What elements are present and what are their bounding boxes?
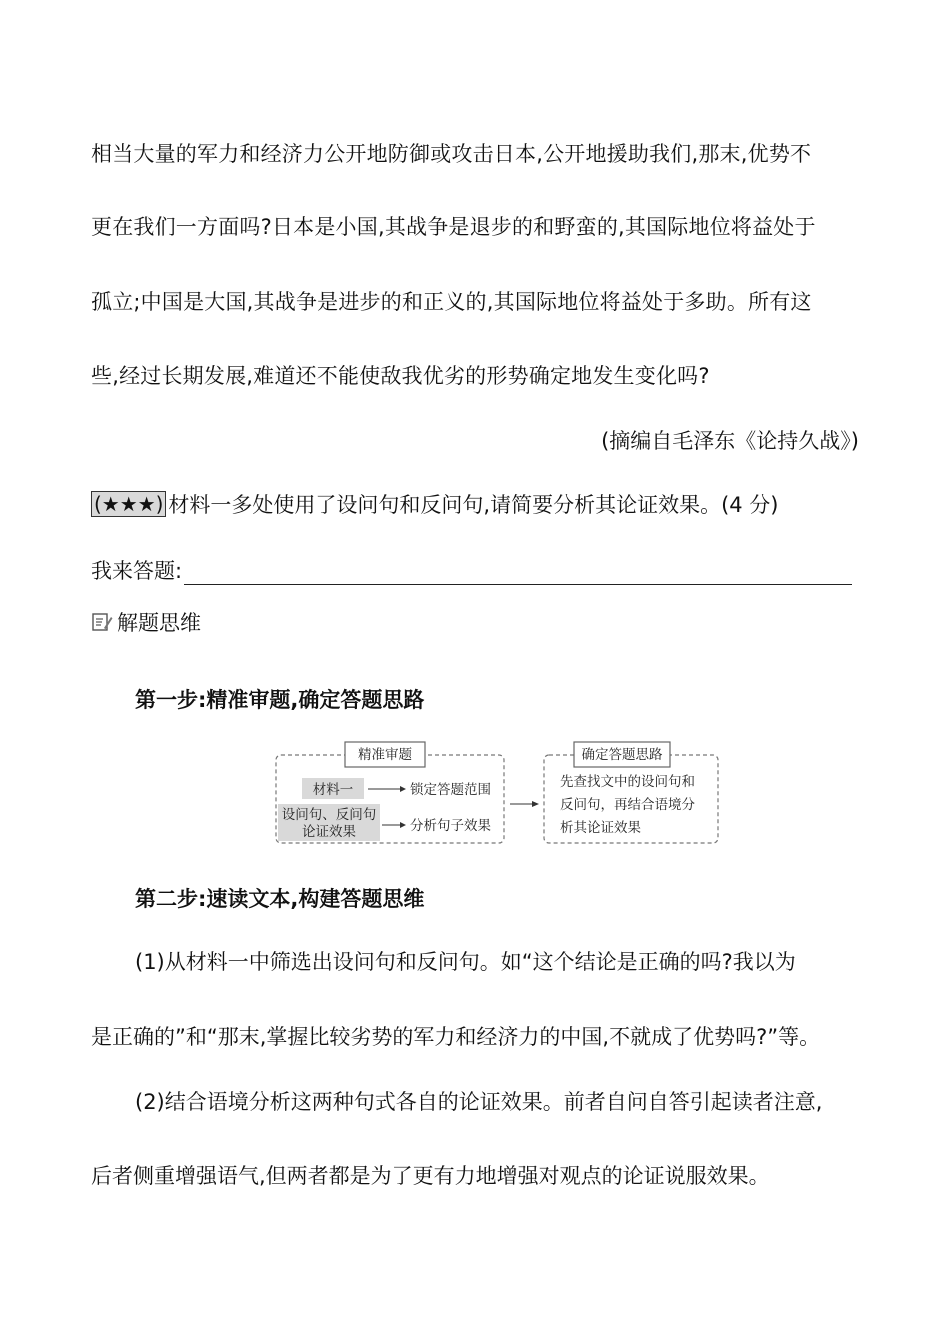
arrow-head [400,786,406,792]
question-text: 材料一多处使用了设问句和反问句,请简要分析其论证效果。(4 分) [168,493,779,517]
point-one-line1: (1)从材料一中筛选出设问句和反问句。如“这个结论是正确的吗?我以为 [135,950,796,974]
right-text-line: 先查找文中的设问句和 [560,774,695,790]
point-two-line2: 后者侧重增强语气,但两者都是为了更有力地增强对观点的论证说服效果。 [91,1164,770,1188]
notepad-pencil-icon [91,611,113,633]
left-title: 精准审题 [358,747,412,763]
right-text-line: 析其论证效果 [560,820,641,836]
item2-label-line2: 论证效果 [302,824,356,840]
right-title: 确定答题思路 [581,747,663,763]
source-citation: (摘编自毛泽东《论持久战》) [601,429,859,453]
arrow-head [400,822,406,828]
thinking-header [91,607,201,637]
right-text-line: 反问句，再结合语境分 [560,797,695,813]
answer-prompt: 我来答题: [91,559,183,583]
answer-row [91,555,852,585]
item2-label-line1: 设问句、反问句 [281,807,377,823]
difficulty-badge: (★★★) [91,491,166,517]
point-two-line1: (2)结合语境分析这两种句式各自的论证效果。前者自问自答引起读者注意, [135,1090,823,1114]
passage-line: 更在我们一方面吗?日本是小国,其战争是退步的和野蛮的,其国际地位将益处于 [91,215,816,239]
connector-arrow-head [532,801,539,807]
flow-diagram [270,738,730,848]
answer-blank[interactable] [184,562,852,585]
item1-label: 材料一 [312,782,354,798]
passage-line: 相当大量的军力和经济力公开地防御或攻击日本,公开地援助我们,那末,优势不 [91,142,812,166]
question [91,489,779,519]
thinking-label: 解题思维 [117,611,201,635]
step-one-heading: 第一步:精准审题,确定答题思路 [135,688,425,712]
item1-result: 锁定答题范围 [410,782,491,798]
passage-line: 些,经过长期发展,难道还不能使敌我优劣的形势确定地发生变化吗? [91,364,710,388]
point-one-line2: 是正确的”和“那末,掌握比较劣势的军力和经济力的中国,不就成了优势吗?”等。 [91,1025,821,1049]
passage-line: 孤立;中国是大国,其战争是进步的和正义的,其国际地位将益处于多助。所有这 [91,290,812,314]
step-two-heading: 第二步:速读文本,构建答题思维 [135,887,425,911]
item2-result: 分析句子效果 [410,818,491,834]
